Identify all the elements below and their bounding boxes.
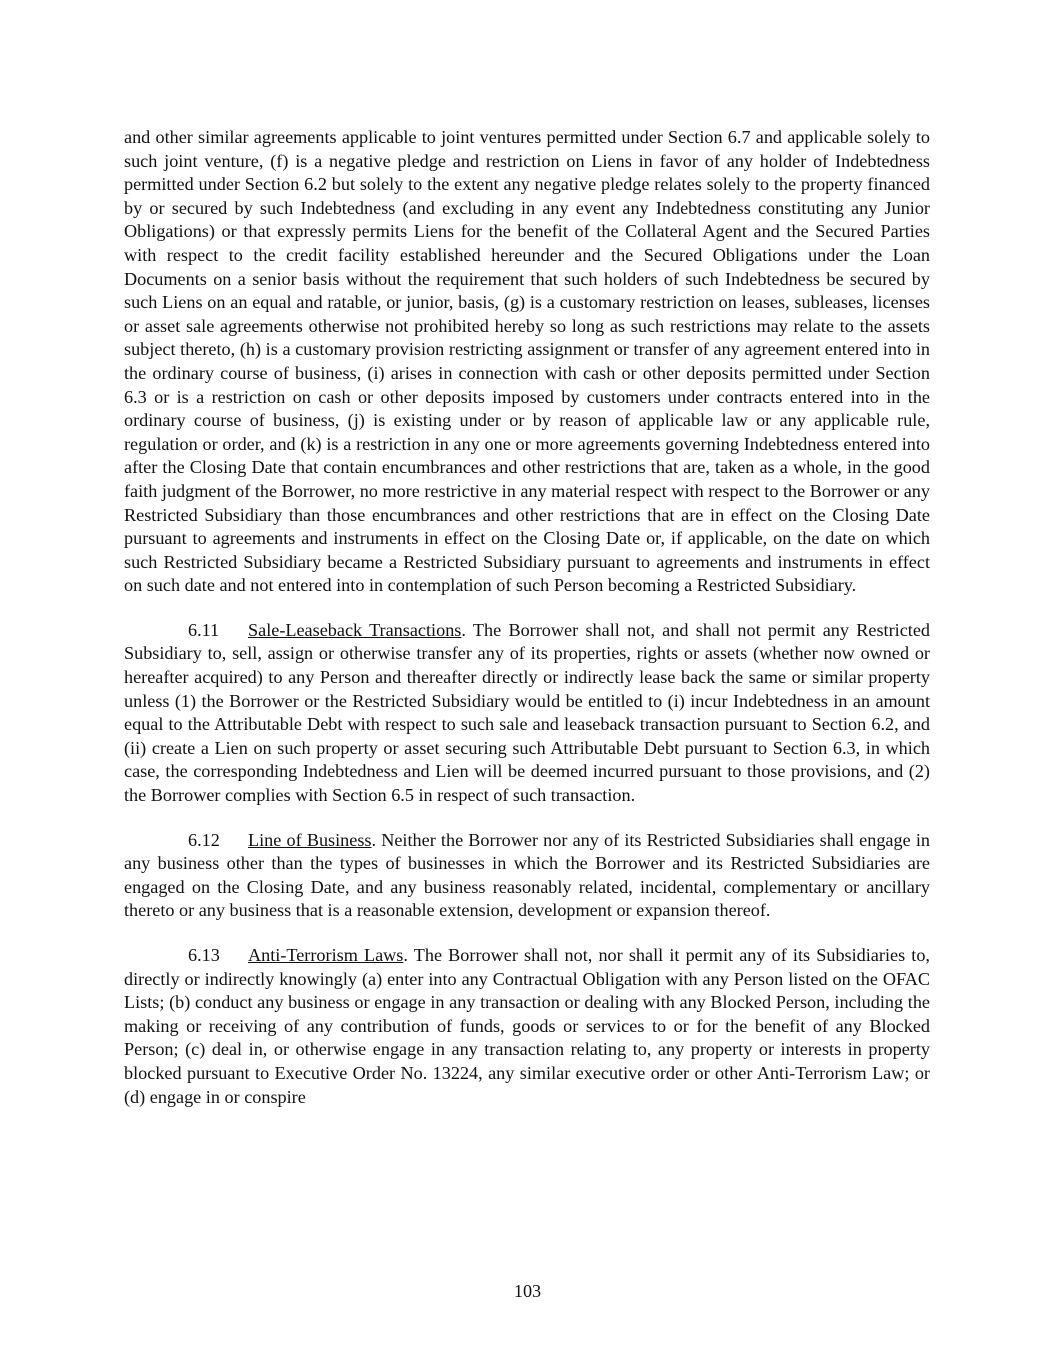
section-number: 6.13 (188, 945, 220, 965)
section-body: . The Borrower shall not, nor shall it permit any of its Subsidiaries to, directly or indirectly knowingly (a) enter into any Contractual Obligation with any Person listed on the OFAC Lists; (b) conduct any business or engage in any transaction or dealing with any Blocked Person, including the making or receiving of any contribution of funds, goods or services to or for the benefit of any Blocked Person; (c) deal in, or otherwise engage in any transaction relating to, any property or interests in property blocked pursuant to Executive Order No. 13224, any similar executive order or other Anti-Terrorism Law; or (d) engage in or conspire (124, 945, 930, 1107)
section-number: 6.12 (188, 829, 220, 850)
section-heading: Sale-Leaseback Transactions (248, 619, 462, 640)
section-6-11 (124, 619, 930, 808)
section-body: . The Borrower shall not, and shall not permit any Restricted Subsidiary to, sell, assign or otherwise transfer any of its properties, rights or assets (whether now owned or hereafter acquired) to any Person and thereafter directly or indirectly lease back the same or similar property unless (1) the Borrower or the Restricted Subsidiary would be entitled to (i) incur Indebtedness in an amount equal to the Attributable Debt with respect to such sale and leaseback transaction pursuant to Section 6.2, and (ii) create a Lien on such property or asset securing such Attributable Debt pursuant to Section 6.3, in which case, the corresponding Indebtedness and Lien will be deemed incurred pursuant to those provisions, and (2) the Borrower complies with Section 6.5 in respect of such transaction. (124, 619, 930, 806)
continuation-paragraph: and other similar agreements applicable to joint ventures permitted under Section 6.7 and applicable solely to such joint venture, (f) is a negative pledge and restriction on Liens in favor of any holder of Indebtedness permitted under Section 6.2 but solely to the extent any negative pledge relates solely to the property financed by or secured by such Indebtedness (and excluding in any event any Indebtedness constituting any Junior Obligations) or that expressly permits Liens for the benefit of the Collateral Agent and the Secured Parties with respect to the credit facility established hereunder and the Secured Obligations under the Loan Documents on a senior basis without the requirement that such holders of such Indebtedness be secured by such Liens on an equal and ratable, or junior, basis, (g) is a customary restriction on leases, subleases, licenses or asset sale agreements otherwise not prohibited hereby so long as such restrictions may relate to the assets subject thereto, (h) is a customary provision restricting assignment or transfer of any agreement entered into in the ordinary course of business, (i) arises in connection with cash or other deposits permitted under Section 6.3 or is a restriction on cash or other deposits imposed by customers under contracts entered into in the ordinary course of business, (j) is existing under or by reason of applicable law or any applicable rule, regulation or order, and (k) is a restriction in any one or more agreements governing Indebtedness entered into after the Closing Date that contain encumbrances and other restrictions that are, taken as a whole, in the good faith judgment of the Borrower, no more restrictive in any material respect with respect to the Borrower or any Restricted Subsidiary than those encumbrances and other restrictions that are in effect on the Closing Date pursuant to agreements and instruments in effect on the Closing Date or, if applicable, on the date on which such Restricted Subsidiary became a Restricted Subsidiary pursuant to agreements and instruments in effect on such date and not entered into in contemplation of such Person becoming a Restricted Subsidiary. (124, 127, 930, 596)
section-heading: Anti-Terrorism Laws (248, 945, 404, 965)
section-number: 6.11 (188, 619, 220, 640)
section-6-12 (124, 829, 930, 923)
page-number: 103 (513, 1281, 542, 1301)
section-heading: Line of Business (248, 829, 372, 850)
section-body: . Neither the Borrower nor any of its Restricted Subsidiaries shall engage in any business other than the types of businesses in which the Borrower and its Restricted Subsidiaries are engaged on the Closing Date, and any business reasonably related, incidental, complementary or ancillary thereto or any business that is a reasonable extension, development or expansion thereof. (124, 829, 930, 921)
section-6-13 (124, 944, 930, 1109)
document-page (124, 126, 930, 1109)
